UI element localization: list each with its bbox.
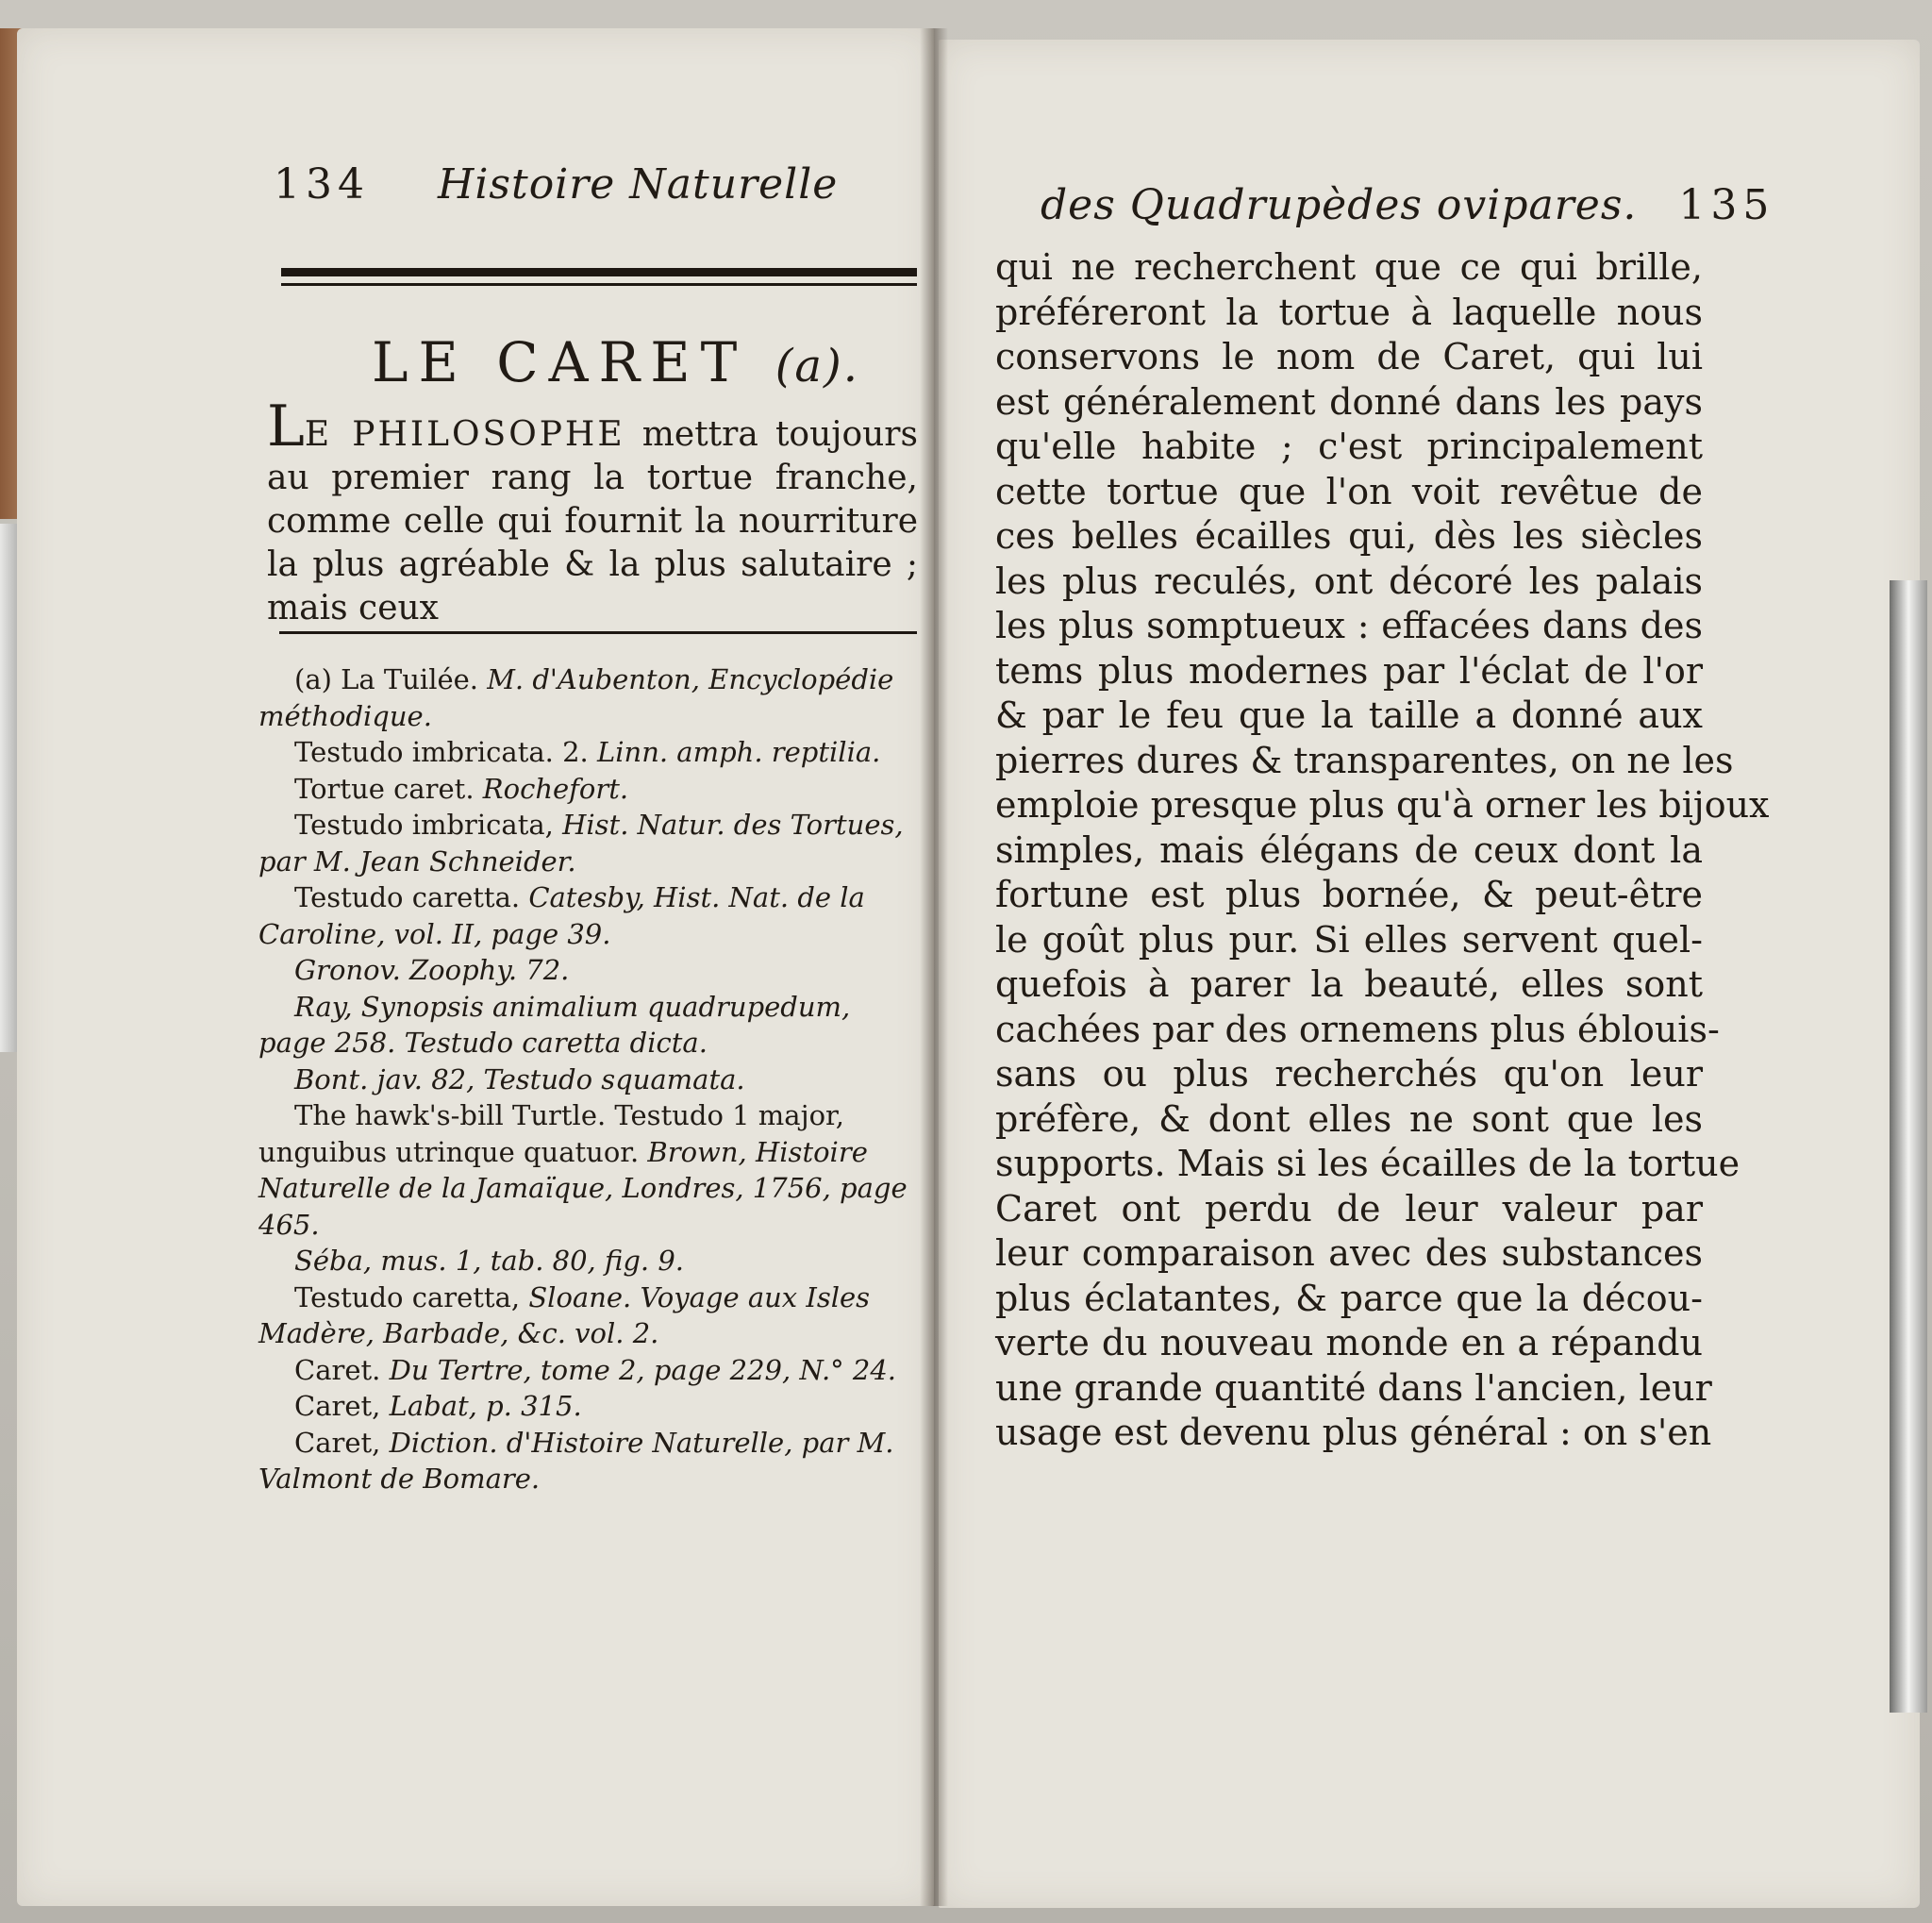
footnote-italic: Hist. Natur. des Tortues, par M. Jean Schneider. bbox=[258, 809, 904, 878]
left-running-head bbox=[274, 160, 838, 209]
book-gutter bbox=[920, 28, 948, 1906]
right-body-text bbox=[995, 245, 1770, 1456]
text-line: usage est devenu plus général : on s'en bbox=[995, 1412, 1712, 1453]
drop-cap: L bbox=[267, 393, 305, 460]
footnote-roman: Testudo imbricata. 2. bbox=[294, 736, 597, 768]
text-line: le goût plus pur. Si elles servent quel- bbox=[995, 918, 1703, 961]
footnote-italic: Sloane. Voyage aux Isles Madère, Barbade, &c. vol. 2. bbox=[258, 1280, 871, 1349]
text-line: ces belles écailles qui, dès les siècles bbox=[995, 515, 1703, 557]
footnote-roman: The hawk's-bill Turtle. Testudo 1 major, unguibus utrinque quatuor. bbox=[258, 1099, 844, 1168]
text-line: Caret ont perdu de leur valeur par bbox=[995, 1187, 1703, 1229]
text-line: cette tortue que l'on voit revêtue de bbox=[995, 470, 1703, 512]
footnote-entry bbox=[258, 1352, 919, 1389]
text-line: sans ou plus recherchés qu'on leur bbox=[995, 1053, 1703, 1095]
footnote-rule bbox=[279, 631, 917, 634]
footnote-entry bbox=[258, 1425, 919, 1497]
right-running-title: des Quadrupèdes ovipares. bbox=[1041, 181, 1638, 229]
text-line: simples, mais élégans de ceux dont la bbox=[995, 828, 1703, 871]
left-body-text bbox=[267, 393, 918, 627]
footnote-roman: (a) La Tuilée. bbox=[294, 663, 488, 695]
footnote-italic: Du Tertre, tome 2, page 229, N.° 24. bbox=[389, 1353, 897, 1386]
footnote-italic: Linn. amph. reptilia. bbox=[596, 736, 881, 768]
double-rule-thin bbox=[281, 283, 917, 286]
text-line: quefois à parer la beauté, elles sont bbox=[995, 963, 1703, 1005]
footnote-entry bbox=[258, 1243, 919, 1279]
section-heading bbox=[372, 330, 859, 394]
text-line: verte du nouveau monde en a répandu bbox=[995, 1322, 1703, 1363]
footnote-entry bbox=[258, 952, 919, 989]
right-page-number: 135 bbox=[1678, 181, 1775, 229]
text-line: cachées par des ornemens plus éblouis- bbox=[995, 1008, 1720, 1050]
footnote-italic: Diction. d'Histoire Naturelle, par M. Valmont de Bomare. bbox=[258, 1426, 894, 1495]
footnote-italic: Séba, mus. 1, tab. 80, fig. 9. bbox=[294, 1245, 684, 1277]
footnote-roman: Testudo caretta, bbox=[294, 1280, 529, 1313]
footnote-roman: Testudo caretta. bbox=[294, 881, 529, 913]
text-line: supports. Mais si les écailles de la tortue bbox=[995, 1143, 1740, 1184]
text-line: qu'elle habite ; c'est principalement bbox=[995, 426, 1703, 467]
text-line: pierres dures & transparentes, on ne les bbox=[995, 739, 1734, 781]
footnote-roman: Testudo imbricata, bbox=[294, 809, 563, 841]
footnote-italic: Catesby, Hist. Nat. de la Caroline, vol. II, page 39. bbox=[258, 881, 865, 950]
text-line: & par le feu que la taille a donné aux bbox=[995, 694, 1703, 736]
footnote-italic: M. d'Aubenton, Encyclopédie méthodique. bbox=[258, 663, 894, 732]
right-running-head bbox=[1041, 181, 1774, 229]
left-body-paragraph: mettra toujours au premier rang la tortue franche, comme celle qui fournit la nourriture la plus agréable & la plus salutaire ; mais ceux bbox=[267, 415, 918, 627]
footnote-roman: Tortue caret. bbox=[294, 772, 483, 805]
left-running-title: Histoire Naturelle bbox=[437, 160, 839, 209]
text-line: est généralement donné dans les pays bbox=[995, 380, 1703, 423]
footnote-roman: Caret, bbox=[294, 1390, 390, 1422]
text-line: préféreront la tortue à laquelle nous bbox=[995, 291, 1703, 333]
footnote-italic: Bont. jav. 82, Testudo squamata. bbox=[294, 1062, 745, 1095]
footnote-entry bbox=[258, 1388, 919, 1425]
section-note-mark: (a). bbox=[774, 340, 860, 393]
footnote-entry bbox=[258, 807, 919, 879]
text-line: tems plus modernes par l'éclat de l'or bbox=[995, 649, 1703, 692]
footnote-italic: Brown, Histoire Naturelle de la Jamaïque, Londres, 1756, page 465. bbox=[258, 1135, 908, 1241]
footnote-roman: Caret, bbox=[294, 1426, 390, 1459]
text-line: qui ne recherchent que ce qui brille, bbox=[995, 246, 1703, 288]
footnotes bbox=[258, 661, 919, 1497]
text-line: une grande quantité dans l'ancien, leur bbox=[995, 1366, 1712, 1409]
text-line: conservons le nom de Caret, qui lui bbox=[995, 336, 1703, 377]
footnote-italic: Gronov. Zoophy. 72. bbox=[294, 954, 570, 986]
footnote-entry bbox=[258, 1279, 919, 1352]
left-page-number: 134 bbox=[274, 160, 370, 209]
section-title: LE CARET bbox=[372, 330, 748, 394]
footnote-entry bbox=[258, 734, 919, 771]
footnote-italic: Ray, Synopsis animalium quadrupedum, page 258. Testudo caretta dicta. bbox=[258, 990, 851, 1059]
double-rule-thick bbox=[281, 268, 917, 276]
footnote-italic: Rochefort. bbox=[482, 772, 629, 805]
opening-smallcaps: E PHILOSOPHE bbox=[304, 415, 625, 454]
text-line: préfère, & dont elles ne sont que les bbox=[995, 1097, 1703, 1140]
footnote-italic: Labat, p. 315. bbox=[389, 1390, 582, 1422]
footnote-entry bbox=[258, 771, 919, 808]
footnote-entry bbox=[258, 1062, 919, 1098]
footnote-entry bbox=[258, 1097, 919, 1243]
text-line: plus éclatantes, & parce que la décou- bbox=[995, 1277, 1703, 1319]
text-line: fortune est plus bornée, & peut-être bbox=[995, 874, 1703, 915]
bookmark-right bbox=[1890, 580, 1927, 1713]
footnote-entry bbox=[258, 879, 919, 952]
footnote-entry bbox=[258, 661, 919, 734]
text-line: les plus somptueux : effacées dans des bbox=[995, 605, 1703, 646]
footnote-entry bbox=[258, 989, 919, 1062]
text-line: leur comparaison avec des substances bbox=[995, 1232, 1703, 1274]
text-line: les plus reculés, ont décoré les palais bbox=[995, 560, 1703, 602]
footnote-roman: Caret. bbox=[294, 1353, 390, 1386]
text-line: emploie presque plus qu'à orner les bijoux bbox=[995, 784, 1770, 826]
